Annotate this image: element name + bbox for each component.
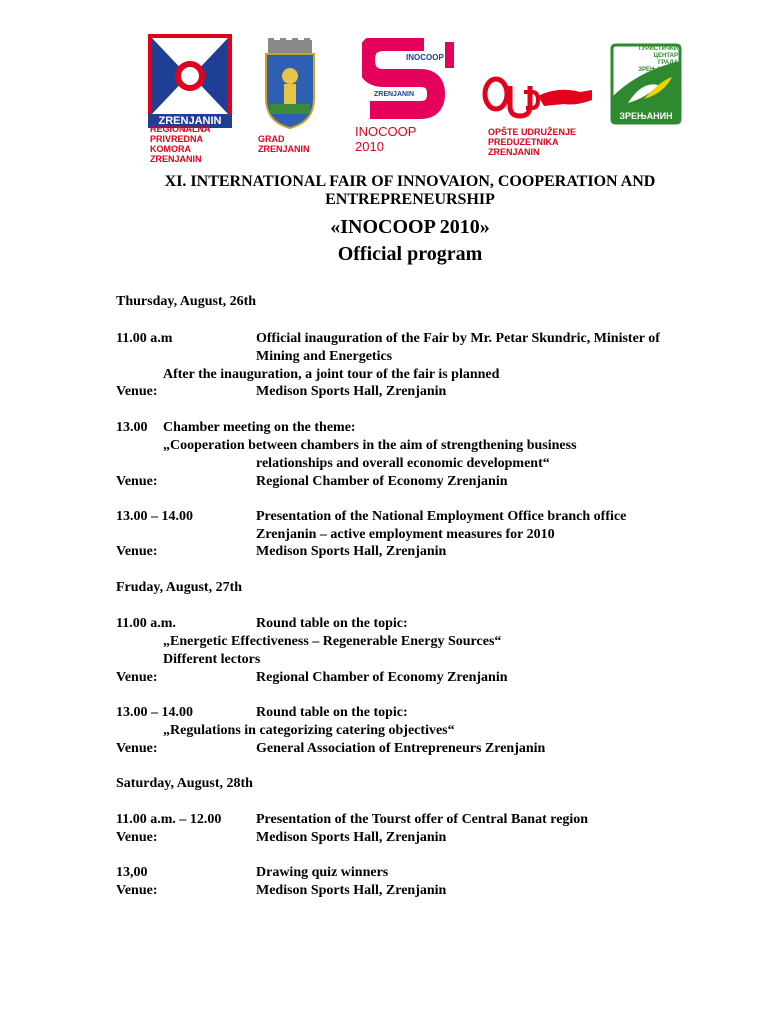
event-name: «INOCOOP 2010» <box>330 216 490 238</box>
event-description: „Energetic Effectiveness – Regenerable Energy Sources“ <box>163 634 502 649</box>
venue-label: Venue: <box>116 883 158 898</box>
event-time: 13.00 – 14.00 <box>116 705 193 720</box>
day-heading-friday: Fruday, August, 27th <box>116 580 243 595</box>
event-time: 13.00 – 14.00 <box>116 509 193 524</box>
grad-caption: GRAD ZRENJANIN <box>258 134 310 154</box>
tourist-centre-logo <box>608 41 684 127</box>
day-heading-thursday: Thursday, August, 26th <box>116 294 257 309</box>
event-description: Round table on the topic: <box>256 616 408 631</box>
event-description: „Cooperation between chambers in the aim of strengthening business <box>163 438 577 453</box>
venue-label: Venue: <box>116 384 158 399</box>
event-description: Round table on the topic: <box>256 705 408 720</box>
event-description: Zrenjanin – active employment measures for 2010 <box>256 527 555 542</box>
venue-label: Venue: <box>116 741 158 756</box>
inocoop-city: ZRENJANIN <box>374 91 415 98</box>
event-description: relationships and overall economic development“ <box>256 456 550 471</box>
oup-caption: OPŠTE UDRUŽENJE PREDUZETNIKA ZRENJANIN <box>488 127 577 157</box>
day-heading-saturday: Saturday, August, 28th <box>116 776 253 791</box>
venue-label: Venue: <box>116 474 158 489</box>
fair-title-line1: XI. INTERNATIONAL FAIR OF INNOVAION, COOPERATION AND <box>164 173 656 190</box>
venue-value: General Association of Entrepreneurs Zrenjanin <box>256 741 546 756</box>
event-description: Chamber meeting on the theme: <box>163 420 356 435</box>
rpk-logo <box>148 34 232 130</box>
event-time: 13.00 <box>116 420 148 435</box>
inocoop-caption: INOCOOP 2010 <box>355 124 417 154</box>
tourist-bottom-text: ЗРЕЊАНИН <box>619 111 673 121</box>
event-description: Presentation of the National Employment Office branch office <box>256 509 627 524</box>
inocoop-logo <box>362 38 454 124</box>
fair-title-line2: ENTREPRENEURSHIP <box>325 191 495 208</box>
venue-label: Venue: <box>116 544 158 559</box>
event-time: 11.00 a.m. <box>116 616 176 631</box>
event-note: Different lectors <box>163 652 261 667</box>
event-time: 13,00 <box>116 865 148 880</box>
event-description: Mining and Energetics <box>256 349 393 364</box>
venue-label: Venue: <box>116 830 158 845</box>
event-description: Drawing quiz winners <box>256 865 389 880</box>
inocoop-small: INOCOOP <box>406 53 444 62</box>
fair-title <box>100 173 720 209</box>
event-description: Official inauguration of the Fair by Mr. Petar Skundric, Minister of <box>256 331 660 346</box>
venue-value: Medison Sports Hall, Zrenjanin <box>256 883 447 898</box>
tourist-top-text: ТУРИСТИЧКИ ЦЕНТАР ГРАДА ЗРЕЊАНИНА <box>637 46 678 73</box>
event-time: 11.00 a.m <box>116 331 173 346</box>
oup-logo <box>480 72 596 122</box>
logo-strip <box>0 0 768 175</box>
event-note: After the inauguration, a joint tour of the fair is planned <box>163 367 500 382</box>
venue-value: Regional Chamber of Economy Zrenjanin <box>256 670 508 685</box>
event-description: „Regulations in categorizing catering objectives“ <box>163 723 455 738</box>
venue-label: Venue: <box>116 670 158 685</box>
event-description: Presentation of the Tourst offer of Central Banat region <box>256 812 589 827</box>
program-subtitle: Official program <box>337 243 483 265</box>
venue-value: Medison Sports Hall, Zrenjanin <box>256 384 447 399</box>
venue-value: Medison Sports Hall, Zrenjanin <box>256 544 447 559</box>
venue-value: Regional Chamber of Economy Zrenjanin <box>256 474 508 489</box>
rpk-caption: REGIONALNA PRIVREDNA KOMORA ZRENJANIN <box>150 124 211 164</box>
venue-value: Medison Sports Hall, Zrenjanin <box>256 830 447 845</box>
event-time: 11.00 a.m. – 12.00 <box>116 812 222 827</box>
rpk-banner: ZRENJANIN <box>158 115 222 127</box>
coat-of-arms-logo <box>262 38 318 130</box>
